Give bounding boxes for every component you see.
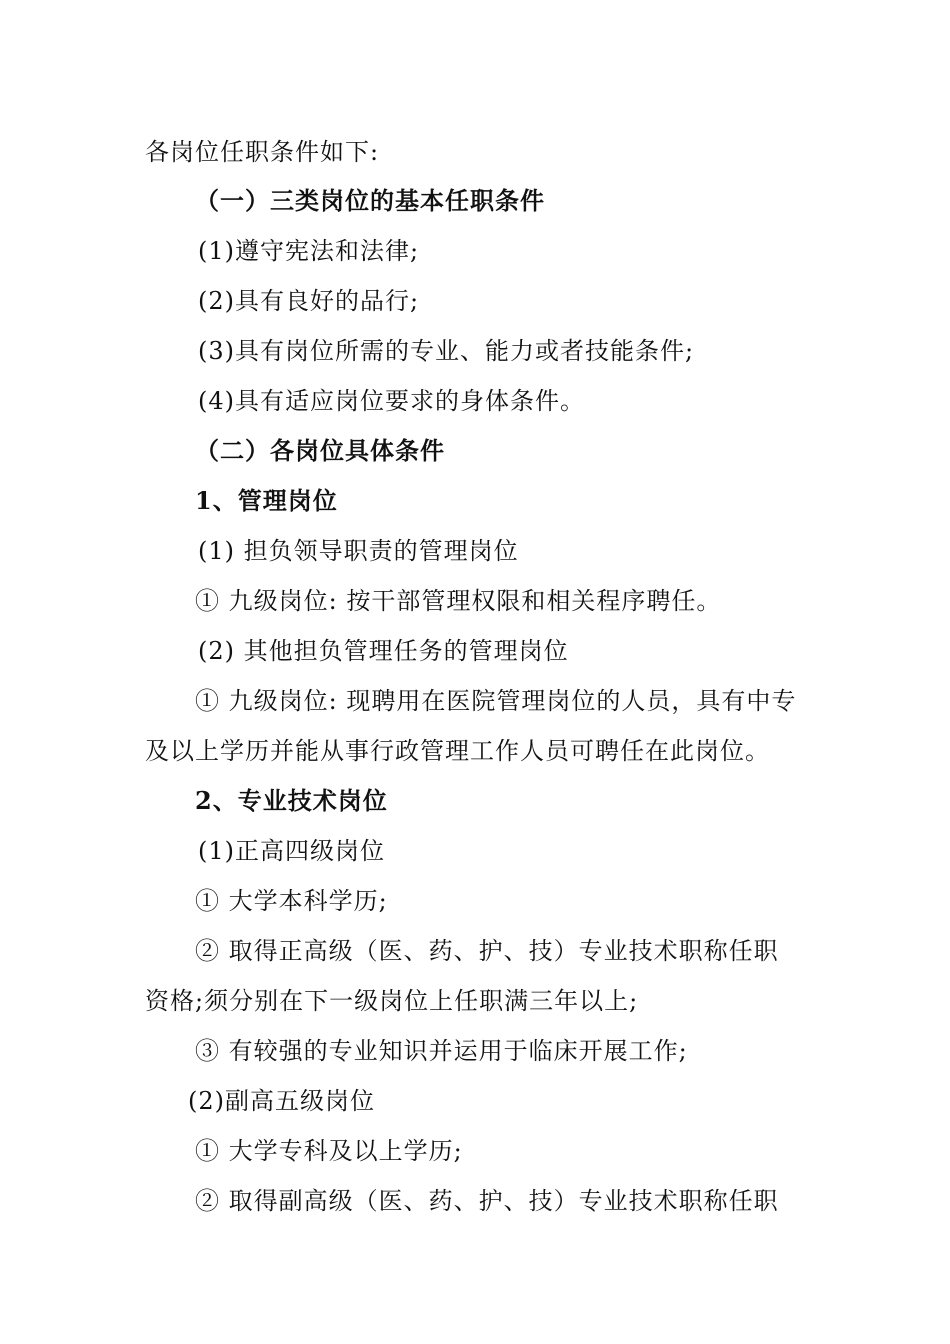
management-heading: 1、管理岗位	[195, 486, 338, 515]
technical-sub1-item2-line1: ② 取得正高级（医、药、护、技）专业技术职称任职	[195, 937, 779, 965]
technical-sub2-item1: ① 大学专科及以上学历;	[195, 1137, 463, 1165]
management-sub1: (1) 担负领导职责的管理岗位	[198, 537, 519, 565]
basic-condition-1: (1)遵守宪法和法律;	[198, 237, 420, 265]
technical-sub2: (2)副高五级岗位	[188, 1087, 375, 1115]
technical-sub1-item1: ① 大学本科学历;	[195, 887, 388, 915]
technical-sub1-item3: ③ 有较强的专业知识并运用于临床开展工作;	[195, 1037, 688, 1065]
basic-condition-3: (3)具有岗位所需的专业、能力或者技能条件;	[198, 337, 695, 365]
technical-sub1-item2-line2: 资格;须分别在下一级岗位上任职满三年以上;	[145, 987, 639, 1015]
section2-heading: （二）各岗位具体条件	[195, 436, 445, 465]
technical-sub1: (1)正高四级岗位	[198, 837, 385, 865]
management-sub1-item1: ① 九级岗位: 按干部管理权限和相关程序聘任。	[195, 587, 722, 615]
basic-condition-4: (4)具有适应岗位要求的身体条件。	[198, 387, 585, 415]
basic-condition-2: (2)具有良好的品行;	[198, 287, 420, 315]
section1-heading: （一）三类岗位的基本任职条件	[195, 186, 545, 215]
management-sub2-item1-line2: 及以上学历并能从事行政管理工作人员可聘任在此岗位。	[145, 737, 770, 765]
management-sub2: (2) 其他担负管理任务的管理岗位	[198, 637, 569, 665]
technical-sub2-item2-line1: ② 取得副高级（医、药、护、技）专业技术职称任职	[195, 1187, 779, 1215]
management-sub2-item1-line1: ① 九级岗位: 现聘用在医院管理岗位的人员，具有中专	[195, 687, 797, 715]
intro-text: 各岗位任职条件如下:	[145, 138, 380, 166]
technical-heading: 2、专业技术岗位	[195, 786, 388, 815]
